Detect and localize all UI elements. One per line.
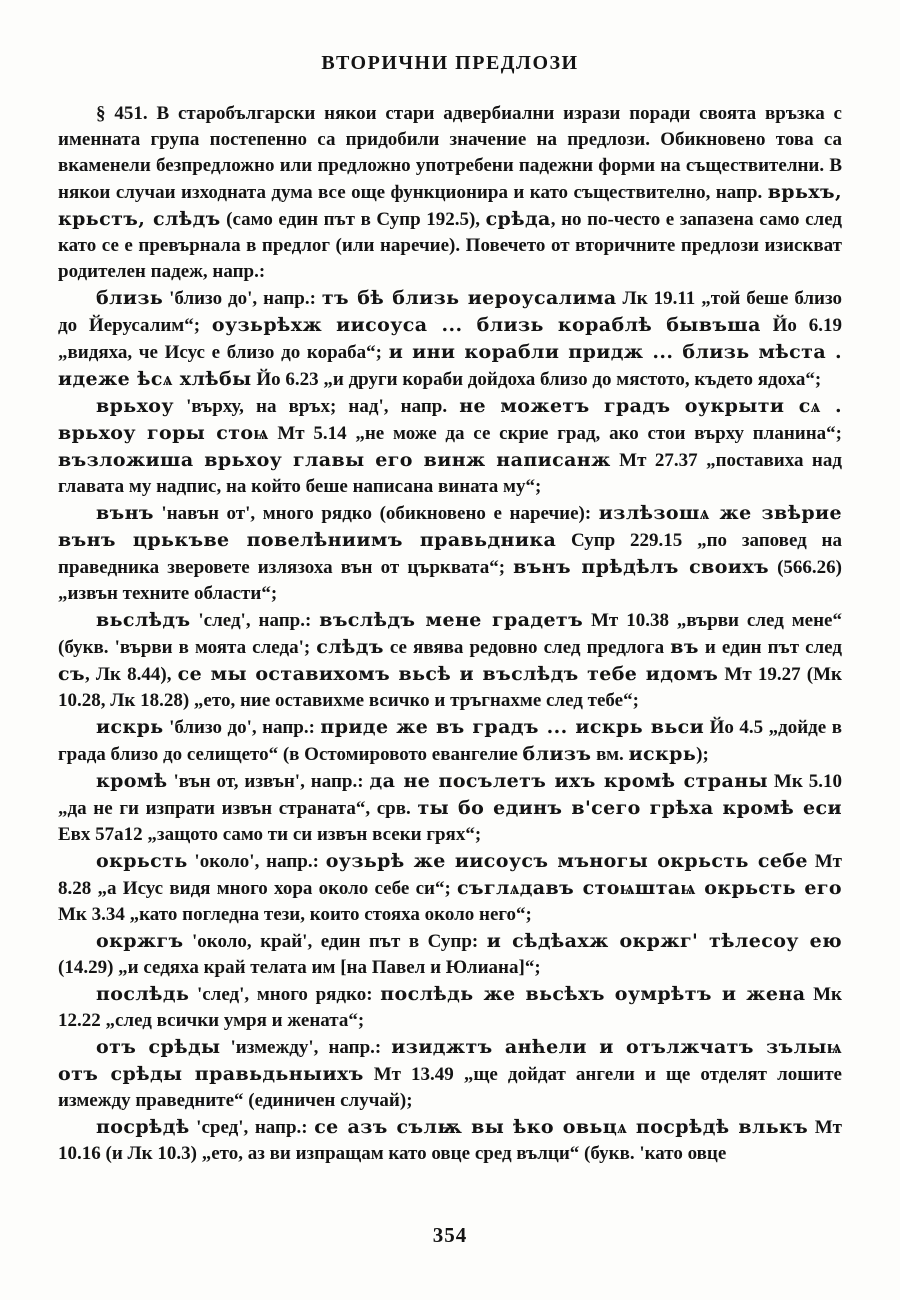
- old-church-slavonic-text: окрьсть: [96, 850, 188, 872]
- bulgarian-text: § 451. В старобългарски някои стари адвербиални изрази поради своята връзка с именната група постепенно са придобили значение на предлози. Обикновено това са вкаменели безпредложно или предложно употребени падежни форми на съществителни. В някои случаи изходната дума все още функционира и като съществително, напр.: [58, 103, 842, 203]
- old-church-slavonic-text: излѣзошѧ же звѣрие вънъ црькъве повелѣниимъ правьдника: [58, 502, 842, 551]
- bulgarian-text: 'след', напр.:: [190, 610, 320, 631]
- bulgarian-text: Мт 10.16 (и Лк 10.3) „ето, аз ви изпращам като овце сред вълци“ (букв. 'като овце: [58, 1117, 842, 1164]
- old-church-slavonic-text: вънъ: [96, 502, 154, 524]
- old-church-slavonic-text: кромѣ: [96, 770, 168, 792]
- old-church-slavonic-text: съ: [58, 663, 85, 685]
- bulgarian-text: 'върху, на връх; над', напр.: [173, 396, 460, 417]
- old-church-slavonic-text: искрь: [628, 743, 697, 765]
- bulgarian-text: се явява редовно след предлога: [383, 637, 671, 658]
- bulgarian-text: 'около', напр.:: [187, 851, 326, 872]
- bulgarian-text: и един път след: [698, 637, 842, 658]
- bulgarian-text: );: [696, 744, 709, 765]
- old-church-slavonic-text: посрѣдѣ: [96, 1116, 190, 1138]
- old-church-slavonic-text: съглѧдавъ стоѩштаѩ окрьсть его: [457, 877, 843, 899]
- paragraph: [58, 981, 842, 1034]
- bulgarian-text: (само един път в Супр 192.5),: [220, 209, 486, 230]
- paragraph: [58, 393, 842, 500]
- old-church-slavonic-text: оузьрѣ же иисоусъ мъногы окрьсть себе: [325, 850, 808, 872]
- old-church-slavonic-text: послѣдь: [96, 983, 190, 1005]
- bulgarian-text: 'измежду', напр.:: [220, 1037, 392, 1058]
- bulgarian-text: 'сред', напр.:: [189, 1117, 315, 1138]
- old-church-slavonic-text: близъ: [522, 743, 592, 765]
- paragraph: [58, 500, 842, 607]
- old-church-slavonic-text: вънъ прѣдѣлъ своихъ: [513, 556, 769, 578]
- old-church-slavonic-text: срѣда: [485, 208, 551, 230]
- old-church-slavonic-text: вьслѣдъ: [96, 609, 191, 631]
- paragraph: [58, 714, 842, 768]
- bulgarian-text: Мк 12.22 „след всички умря и жената“;: [58, 984, 842, 1031]
- old-church-slavonic-text: да не посълетъ ихъ кромѣ страны: [369, 770, 768, 792]
- bulgarian-text: , Лк 8.44),: [84, 664, 178, 685]
- bulgarian-text: вм.: [591, 744, 629, 765]
- bulgarian-text: Мк 5.10 „да не ги изпрати извън страната“, срв.: [58, 771, 842, 819]
- paragraph: [58, 285, 842, 393]
- bulgarian-text: 'след', много рядко:: [189, 984, 381, 1005]
- old-church-slavonic-text: и ини корабли придж ... близь мѣста . идеже ѣсѧ хлѣбы: [58, 341, 842, 390]
- paragraph: [58, 928, 842, 981]
- old-church-slavonic-text: оузьрѣхж иисоуса ... близь кораблѣ бывъша: [211, 314, 761, 336]
- bulgarian-text: Мт 27.37 „поставиха над главата му надпис, на който беше написана вината му“;: [58, 450, 842, 497]
- old-church-slavonic-text: се азъ сълѭ вы ѣко овьцѧ посрѣдѣ влькъ: [314, 1116, 809, 1138]
- bulgarian-text: Мт 13.49 „ще дойдат ангели и ще отделят лошите измежду праведните“ (единичен случай);: [58, 1064, 842, 1111]
- old-church-slavonic-text: въ: [670, 636, 699, 658]
- old-church-slavonic-text: приде же въ градъ ... искрь вьси: [320, 716, 705, 738]
- old-church-slavonic-text: ты бо единъ в'сего грѣха кромѣ еси: [417, 797, 842, 819]
- paragraph: [58, 1114, 842, 1167]
- old-church-slavonic-text: послѣдь же вьсѣхъ оумрѣтъ и жена: [380, 983, 806, 1005]
- paragraph: [58, 101, 842, 285]
- bulgarian-text: 'вън от, извън', напр.:: [167, 771, 370, 792]
- old-church-slavonic-text: слѣдъ: [316, 636, 384, 658]
- bulgarian-text: 'около, край', един път в Супр:: [183, 931, 487, 952]
- old-church-slavonic-text: възложиша врьхоу главы его винж написанж: [58, 449, 611, 471]
- bulgarian-text: , но по-често е запазена само след като се е превърнала в предлог (или наречие). Повечето от вторичните предлози изискват родителен падеж, напр.:: [58, 209, 842, 282]
- paragraph: [58, 607, 842, 714]
- bulgarian-text: (566.26) „извън техните области“;: [58, 557, 843, 604]
- old-church-slavonic-text: искрь: [96, 716, 164, 738]
- old-church-slavonic-text: врьхоу: [96, 395, 174, 417]
- old-church-slavonic-text: отъ срѣды: [96, 1036, 221, 1058]
- bulgarian-text: (14.29) „и седяха край телата им [на Павел и Юлиана]“;: [58, 957, 541, 978]
- page-number: 354: [432, 1223, 468, 1247]
- bulgarian-text: Йо 6.23 „и други кораби дойдоха близо до мястото, където ядоха“;: [251, 369, 822, 390]
- old-church-slavonic-text: не можетъ градъ оукрыти сѧ . врьхоу горы стоѩ: [58, 395, 843, 444]
- page-body: [58, 101, 842, 1167]
- bulgarian-text: Йо 6.19 „видяха, че Исус е близо до кораба“;: [58, 315, 842, 363]
- old-church-slavonic-text: се мы оставихомъ вьсѣ и въслѣдъ тебе идомъ: [177, 663, 719, 685]
- old-church-slavonic-text: окржгъ: [96, 930, 184, 952]
- old-church-slavonic-text: и сѣдѣахж окржг' тѣлесоу ею: [486, 930, 842, 952]
- bulgarian-text: Лк 19.11 „той беше близо до Йерусалим“;: [58, 288, 842, 336]
- bulgarian-text: Мт 19.27 (Мк 10.28, Лк 18.28) „ето, ние оставихме всичко и тръгнахме след тебе“;: [58, 664, 842, 711]
- old-church-slavonic-text: въслѣдъ мене градетъ: [319, 609, 584, 631]
- bulgarian-text: 'близо до', напр.:: [163, 717, 321, 738]
- old-church-slavonic-text: изиджтъ анћели и отължчатъ зълыѩ отъ срѣды правьдьныихъ: [58, 1036, 842, 1085]
- bulgarian-text: 'близо до', напр.:: [163, 288, 322, 309]
- bulgarian-text: Мт 8.28 „а Исус видя много хора около себе си“;: [58, 851, 842, 899]
- old-church-slavonic-text: близь: [96, 287, 164, 309]
- bulgarian-text: Мт 10.38 „върви след мене“ (букв. 'върви в моята следа';: [58, 610, 842, 658]
- bulgarian-text: Йо 4.5 „дойде в града близо до селището“ (в Остомировото евангелие: [58, 717, 842, 765]
- bulgarian-text: Супр 229.15 „по заповед на праведника зверовете излязоха вън от църквата“;: [58, 530, 842, 578]
- old-church-slavonic-text: врьхъ, крьстъ, слѣдъ: [58, 181, 842, 230]
- paragraph: [58, 848, 842, 928]
- page-title: ВТОРИЧНИ ПРЕДЛОЗИ: [321, 52, 579, 74]
- bulgarian-text: Евх 57а12 „защото само ти си извън всеки грях“;: [58, 824, 482, 845]
- bulgarian-text: 'навън от', много рядко (обикновено е наречие):: [153, 503, 599, 524]
- old-church-slavonic-text: тъ бѣ близь иероусалима: [321, 287, 617, 309]
- paragraph: [58, 1034, 842, 1114]
- bulgarian-text: Мк 3.34 „като погледна тези, които стояха около него“;: [58, 904, 532, 925]
- paragraph: [58, 768, 842, 848]
- bulgarian-text: Мт 5.14 „не може да се скрие град, ако стои върху планина“;: [268, 423, 842, 444]
